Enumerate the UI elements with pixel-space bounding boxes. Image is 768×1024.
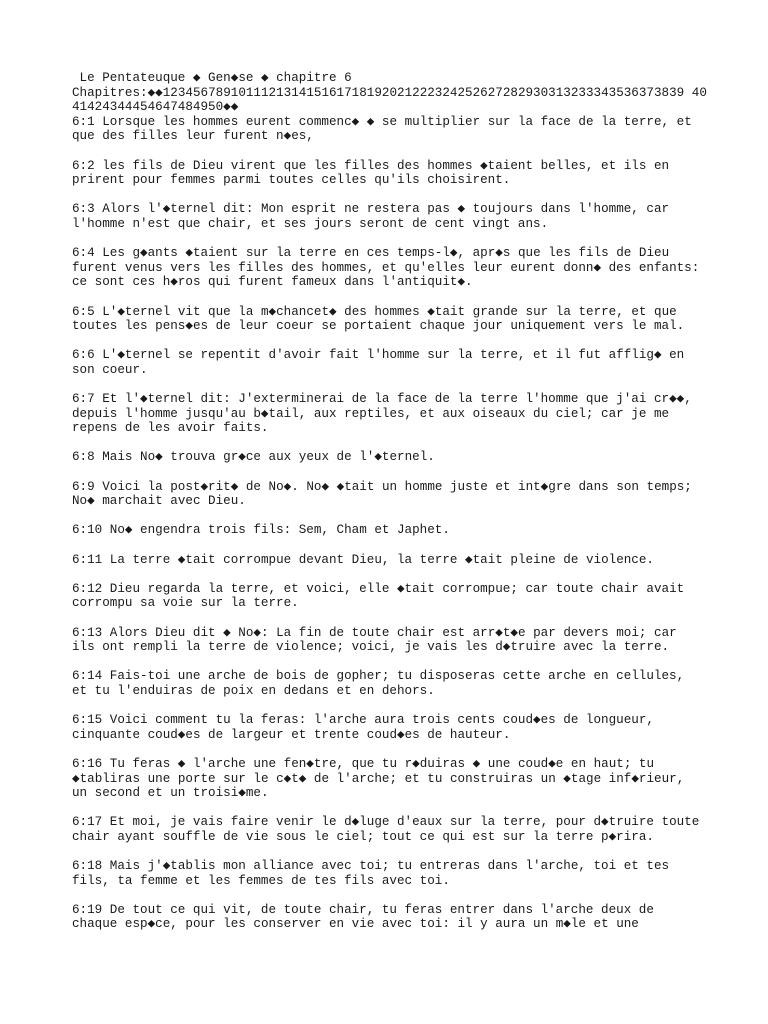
verse-line: 6:9 Voici la post◆rit◆ de No◆. No◆ ◆tait un homme juste et int◆gre dans son temps; xyxy=(72,479,692,494)
verse-paragraph xyxy=(72,392,712,436)
verse-line: No◆ marchait avec Dieu. xyxy=(72,494,246,509)
verse-line: furent venus vers les filles des hommes, et qu'elles leur eurent donn◆ des enfants: xyxy=(72,260,700,275)
verse-paragraph xyxy=(72,582,712,611)
verse-line: 6:8 Mais No◆ trouva gr◆ce aux yeux de l'◆ternel. xyxy=(72,450,435,465)
verse-line: chaque esp◆ce, pour les conserver en vie avec toi: il y aura un m◆le et une xyxy=(72,917,639,932)
verse-line: fils, ta femme et les femmes de tes fils avec toi. xyxy=(72,873,450,888)
verse-line: 6:11 La terre ◆tait corrompue devant Dieu, la terre ◆tait pleine de violence. xyxy=(72,552,654,567)
verse-line: cinquante coud◆es de largeur et trente coud◆es de hauteur. xyxy=(72,727,511,742)
verse-paragraph xyxy=(72,348,712,377)
verse-line: chair ayant souffle de vie sous le ciel; tout ce qui est sur la terre p◆rira. xyxy=(72,829,654,844)
verse-line: toutes les pens◆es de leur coeur se portaient chaque jour uniquement vers le mal. xyxy=(72,319,685,334)
chapter-links-line[interactable]: Chapitres:◆◆123456789101112131415161718192021222324252627282930313233343536373839 40 xyxy=(72,85,707,100)
verse-paragraph xyxy=(72,553,712,568)
verse-list xyxy=(72,115,712,932)
verse-paragraph xyxy=(72,115,712,144)
verse-line: 6:19 De tout ce qui vit, de toute chair, tu feras entrer dans l'arche deux de xyxy=(72,902,654,917)
verse-paragraph xyxy=(72,757,712,801)
verse-paragraph xyxy=(72,305,712,334)
verse-line: l'homme n'est que chair, et ses jours seront de cent vingt ans. xyxy=(72,216,549,231)
verse-line: 6:18 Mais j'◆tablis mon alliance avec toi; tu entreras dans l'arche, toi et tes xyxy=(72,859,670,874)
verse-line: son coeur. xyxy=(72,362,148,377)
verse-line: ce sont ces h◆ros qui furent fameux dans l'antiquit◆. xyxy=(72,275,473,290)
verse-paragraph xyxy=(72,159,712,188)
document-header xyxy=(72,71,712,115)
verse-line: 6:4 Les g◆ants ◆taient sur la terre en ces temps-l◆, apr◆s que les fils de Dieu xyxy=(72,246,670,261)
verse-line: 6:16 Tu feras ◆ l'arche une fen◆tre, que tu r◆duiras ◆ une coud◆e en haut; tu xyxy=(72,756,655,771)
verse-paragraph xyxy=(72,903,712,932)
verse-paragraph xyxy=(72,450,712,465)
verse-line: 6:13 Alors Dieu dit ◆ No◆: La fin de toute chair est arr◆t◆e par devers moi; car xyxy=(72,625,677,640)
verse-line: 6:1 Lorsque les hommes eurent commenc◆ ◆ se multiplier sur la face de la terre, et xyxy=(72,114,692,129)
verse-line: ◆tabliras une porte sur le c◆t◆ de l'arche; et tu construiras un ◆tage inf◆rieur, xyxy=(72,771,685,786)
verse-line: 6:12 Dieu regarda la terre, et voici, elle ◆tait corrompue; car toute chair avait xyxy=(72,581,685,596)
verse-paragraph xyxy=(72,713,712,742)
verse-paragraph xyxy=(72,815,712,844)
verse-line: ils ont rempli la terre de violence; voici, je vais les d◆truire avec la terre. xyxy=(72,640,670,655)
verse-line: un second et un troisi◆me. xyxy=(72,786,269,801)
verse-line: que des filles leur furent n◆es, xyxy=(72,129,314,144)
verse-line: 6:2 les fils de Dieu virent que les filles des hommes ◆taient belles, et ils en xyxy=(72,158,670,173)
verse-line: depuis l'homme jusqu'au b◆tail, aux reptiles, et aux oiseaux du ciel; car je me xyxy=(72,406,670,421)
verse-line: et tu l'enduiras de poix en dedans et en dehors. xyxy=(72,683,435,698)
verse-line: 6:7 Et l'◆ternel dit: J'exterminerai de la face de la terre l'homme que j'ai cr◆◆, xyxy=(72,392,692,407)
verse-line: 6:14 Fais-toi une arche de bois de gopher; tu disposeras cette arche en cellules, xyxy=(72,669,685,684)
verse-paragraph xyxy=(72,202,712,231)
verse-line: 6:15 Voici comment tu la feras: l'arche aura trois cents coud◆es de longueur, xyxy=(72,713,654,728)
verse-line: prirent pour femmes parmi toutes celles qu'ils choisirent. xyxy=(72,173,511,188)
page-title: Le Pentateuque ◆ Gen◆se ◆ chapitre 6 xyxy=(72,71,352,85)
verse-line: 6:17 Et moi, je vais faire venir le d◆luge d'eaux sur la terre, pour d◆truire toute xyxy=(72,815,700,830)
verse-paragraph xyxy=(72,669,712,698)
verse-paragraph xyxy=(72,246,712,290)
verse-paragraph xyxy=(72,859,712,888)
verse-line: corrompu sa voie sur la terre. xyxy=(72,596,299,611)
verse-line: 6:3 Alors l'◆ternel dit: Mon esprit ne restera pas ◆ toujours dans l'homme, car xyxy=(72,202,670,217)
document-page xyxy=(72,71,712,947)
chapter-links-line-continued[interactable]: 41424344454647484950◆◆ xyxy=(72,100,239,115)
verse-line: 6:10 No◆ engendra trois fils: Sem, Cham et Japhet. xyxy=(72,523,450,538)
verse-paragraph xyxy=(72,626,712,655)
verse-line: 6:6 L'◆ternel se repentit d'avoir fait l'homme sur la terre, et il fut afflig◆ en xyxy=(72,348,685,363)
verse-paragraph xyxy=(72,480,712,509)
verse-line: repens de les avoir faits. xyxy=(72,421,269,436)
verse-line: 6:5 L'◆ternel vit que la m◆chancet◆ des hommes ◆tait grande sur la terre, et que xyxy=(72,304,677,319)
verse-paragraph xyxy=(72,523,712,538)
